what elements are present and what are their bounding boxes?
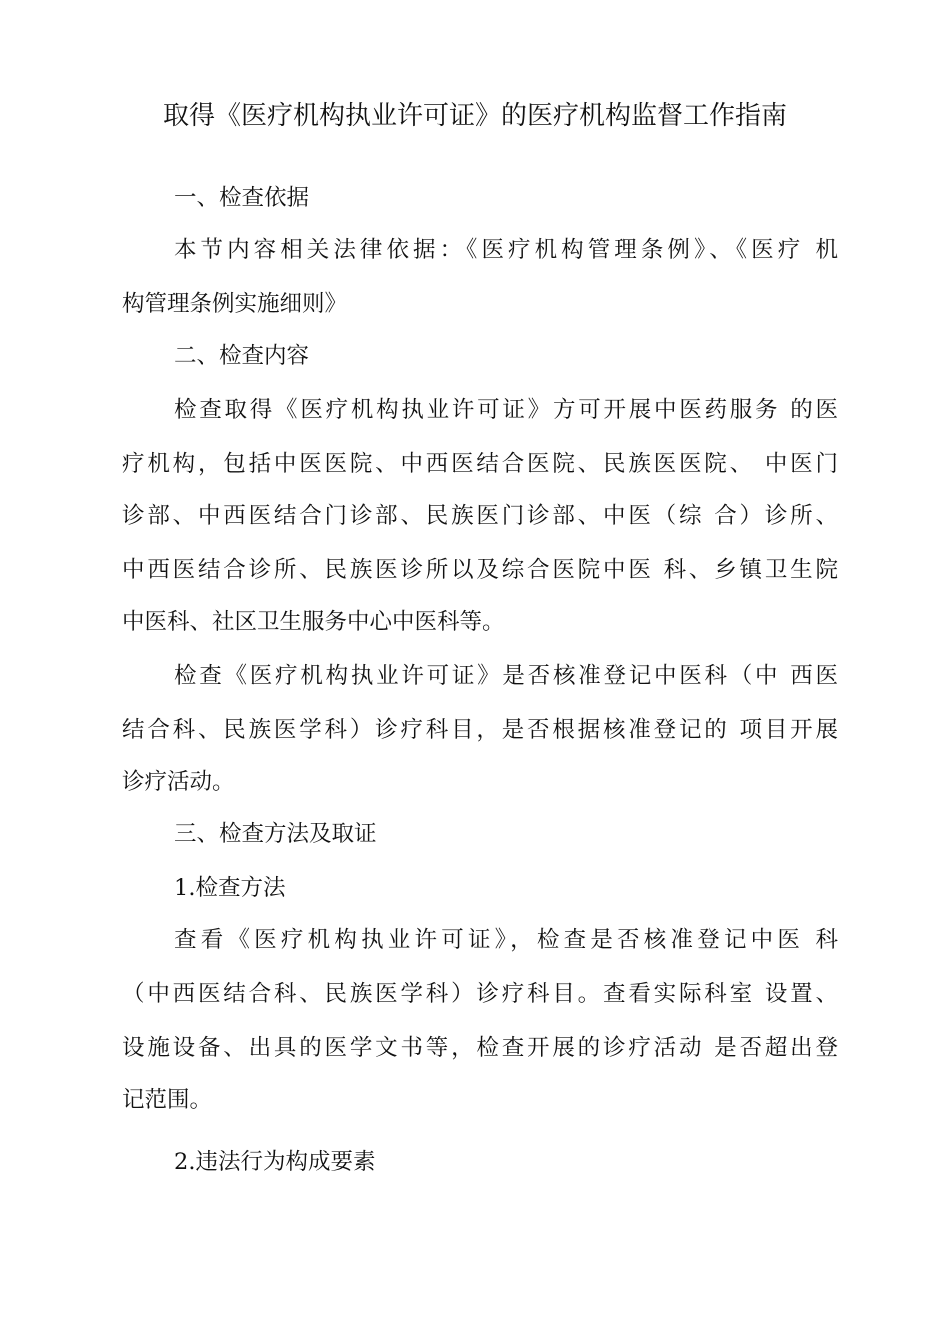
section-heading-basis: 一、检查依据 xyxy=(174,185,310,211)
paragraph-line: 疗机构，包括中医医院、中西医结合医院、民族医医院、 中医门 xyxy=(122,451,838,477)
paragraph-line: 记范围。 xyxy=(122,1087,213,1113)
paragraph-line: 中医科、社区卫生服务中心中医科等。 xyxy=(122,609,505,635)
paragraph-line: 构管理条例实施细则》 xyxy=(122,291,348,317)
paragraph-line: 诊部、中西医结合门诊部、民族医门诊部、中医（综 合）诊所、 xyxy=(122,503,838,529)
section-heading-methods: 三、检查方法及取证 xyxy=(174,821,377,847)
section-heading-content: 二、检查内容 xyxy=(174,343,310,369)
document-title: 取得《医疗机构执业许可证》的医疗机构监督工作指南 xyxy=(162,101,787,131)
subsection-heading-violation: 2.违法行为构成要素 xyxy=(174,1149,376,1175)
paragraph-line: 检查《医疗机构执业许可证》是否核准登记中医科（中 西医 xyxy=(174,663,838,689)
paragraph-line: 检查取得《医疗机构执业许可证》方可开展中医药服务 的医 xyxy=(174,397,838,423)
paragraph-line: 设施设备、出具的医学文书等，检查开展的诊疗活动 是否超出登 xyxy=(122,1035,838,1061)
paragraph-line: （中西医结合科、民族医学科）诊疗科目。查看实际科室 设置、 xyxy=(122,981,838,1007)
paragraph-line: 查看《医疗机构执业许可证》，检查是否核准登记中医 科 xyxy=(174,927,838,953)
paragraph-line: 中西医结合诊所、民族医诊所以及综合医院中医 科、乡镇卫生院 xyxy=(122,557,838,583)
paragraph-line: 本节内容相关法律依据：《医疗机构管理条例》、《医疗 机 xyxy=(174,237,838,263)
paragraph-line: 结合科、民族医学科）诊疗科目，是否根据核准登记的 项目开展 xyxy=(122,717,838,743)
subsection-heading-method: 1.检查方法 xyxy=(174,875,286,901)
paragraph-line: 诊疗活动。 xyxy=(122,769,235,795)
